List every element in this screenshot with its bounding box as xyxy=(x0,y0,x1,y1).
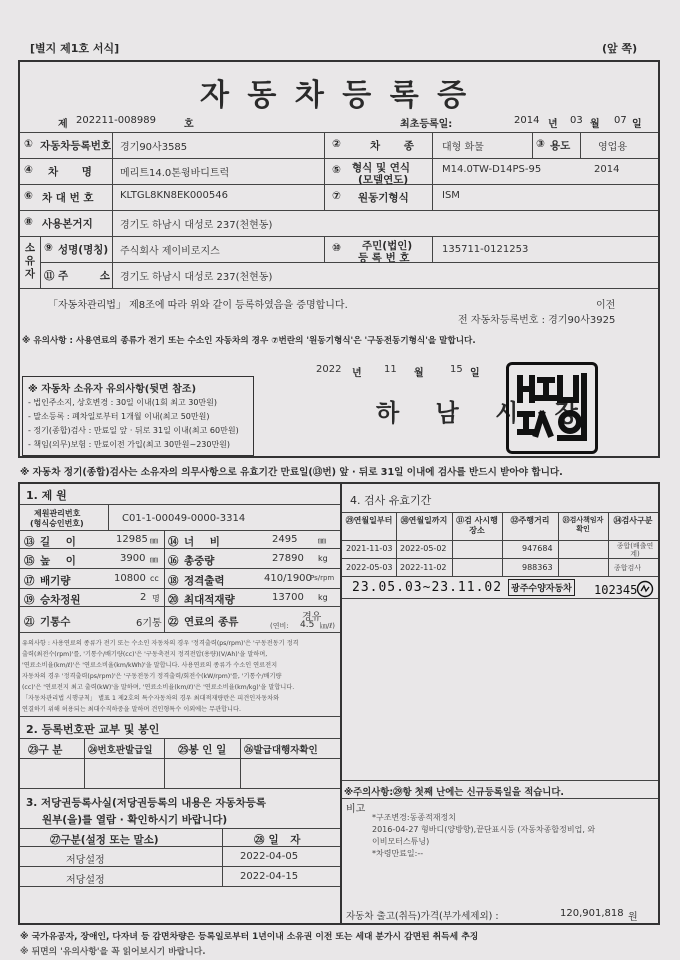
handwritten-period: 23.05.03~23.11.02 xyxy=(352,580,503,595)
length-label: 길 이 xyxy=(40,536,82,548)
lien-row-type: 저당설정 xyxy=(66,875,105,886)
height-label: 높 이 xyxy=(40,555,82,567)
model-year-value: 2014 xyxy=(594,164,620,175)
caution-item: - 책임(의무)보험 : 만료이전 가입(최고 30만원~230만원) xyxy=(28,440,231,449)
engine-value: ISM xyxy=(442,190,460,201)
gross-unit: kg xyxy=(318,554,328,563)
issue-year: 2022 xyxy=(316,364,342,375)
power-value: 410/1900 xyxy=(264,573,312,584)
height-value: 3900 xyxy=(120,553,146,564)
width-value: 2495 xyxy=(272,534,298,545)
owner-id-value: 135711-0121253 xyxy=(442,244,529,255)
inspection-notice: ※ 자동차 정기(종합)검사는 소유자의 의무사항으로 유효기간 만료일(⑬번) 앞 · 뒤로 31일 이내에 검사를 반드시 받아야 합니다. xyxy=(20,467,563,478)
lien-title2: 원부(을)를 열람 · 확인하시기 바랍니다) xyxy=(42,814,228,826)
lien-row-date: 2022-04-05 xyxy=(240,851,299,862)
cyl-label: 기통수 xyxy=(40,616,71,628)
fuel-value: 경유 xyxy=(302,612,322,623)
first-reg-year: 2014 xyxy=(514,115,540,126)
width-circle: ⑭ xyxy=(168,536,179,548)
fuel-circle: ㉒ xyxy=(168,616,179,628)
owner-name-circle: ⑨ xyxy=(44,242,53,254)
price-value: 120,901,818 xyxy=(560,908,624,919)
signature-icon xyxy=(636,580,654,598)
seat-unit: 명 xyxy=(152,594,160,603)
issue-day-label: 일 xyxy=(470,368,480,379)
vehicle-type-value: 대형 화물 xyxy=(442,142,484,153)
inspect-col-km: ㉜주행거리 xyxy=(510,516,550,525)
remark-line: 이비모터스튜닝) xyxy=(372,837,430,846)
plate-col-type: ㉓구 분 xyxy=(28,744,63,756)
spec-note-line: 자동차의 경우 '정격출력(ps/rpm)'은 '구동전동기 정격출력/회전수(kW/rpm)'를, '기통수/배기량 xyxy=(22,673,282,680)
first-reg-label: 최초등록일: xyxy=(400,119,453,130)
first-reg-month-label: 월 xyxy=(590,119,600,130)
model-value: M14.0TW-D14PS-95 xyxy=(442,164,542,175)
inspect-notice: ※주의사항:㉙항 첫째 난에는 신규등록일을 적습니다. xyxy=(344,787,564,798)
length-value: 12985 xyxy=(116,534,148,545)
approval-label2: (형식승인번호) xyxy=(30,519,84,528)
owner-name-label: 성명(명칭) xyxy=(58,244,109,256)
disp-circle: ⑰ xyxy=(24,575,35,587)
caution-title: ※ 자동차 소유자 유의사항(뒷면 참조) xyxy=(28,384,197,395)
inspect-col-type: ㉞검사구분 xyxy=(613,516,653,525)
front-side-label: (앞 쪽) xyxy=(602,42,638,55)
seat-label: 승차정원 xyxy=(40,594,81,606)
owner-addr-label: 주 소 xyxy=(58,270,124,282)
footer-note: ※ 국가유공자, 장애인, 다자녀 등 감면차량은 등록일로부터 1년이내 소유권 이전 또는 세대 분가시 감면된 취득세 추징 xyxy=(20,932,479,942)
lien-col-date: ㉘일 자 xyxy=(254,834,305,846)
price-label: 자동차 출고(취득)가격(부가세제외) : xyxy=(346,911,499,922)
spec-note-line: 연결하기 위해 허용되는 최대수직하중을 말하며 견인형특수 이외에는 무관합니다. xyxy=(22,706,241,713)
inspect-col-to: ㉚연월일까지 xyxy=(400,516,448,525)
fuel-label: 연료의 종류 xyxy=(184,616,239,628)
remark-line: 2016-04-27 형바디(양방향),끝단표시등 (자동차종합정비업, 와 xyxy=(372,825,596,834)
first-reg-month: 03 xyxy=(570,115,583,126)
remark-line: *차령만료일:-- xyxy=(372,849,424,858)
prev-reg-no: 전 자동차등록번호 : 경기90사3925 xyxy=(458,315,616,326)
base-label: 사용본거지 xyxy=(42,218,93,230)
lien-title: 3. 저당권등록사실(저당권등록의 내용은 자동차등록 xyxy=(26,797,267,809)
issue-month: 11 xyxy=(384,364,397,375)
caution-item: - 정기(종합)검사 : 만료일 앞 · 뒤로 31일 이내(최고 60만원) xyxy=(28,426,239,435)
power-label: 정격출력 xyxy=(184,575,225,587)
model-label: 형식 및 연식 xyxy=(352,162,411,174)
usage-value: 영업용 xyxy=(598,142,627,153)
vin-circle: ⑥ xyxy=(24,190,33,202)
car-name-label: 차 명 xyxy=(48,166,102,178)
vehicle-type-label: 차 종 xyxy=(370,140,424,152)
inspect-col-checker: ㉝검사책임자확인 xyxy=(562,516,604,533)
issue-day: 15 xyxy=(450,364,463,375)
length-unit: ㎜ xyxy=(150,536,158,545)
doc-no-label: 제 xyxy=(58,119,68,130)
load-circle: ⑳ xyxy=(168,594,179,606)
first-reg-day: 07 xyxy=(614,115,627,126)
plate-col-seal: ㉕봉 인 일 xyxy=(178,744,227,756)
usage-label: 용도 xyxy=(550,140,571,152)
load-unit: kg xyxy=(318,593,328,602)
power-circle: ⑱ xyxy=(168,575,179,587)
official-seal xyxy=(506,362,598,454)
width-unit: ㎜ xyxy=(318,536,326,545)
seat-circle: ⑲ xyxy=(24,594,35,606)
vin-label: 차 대 번 호 xyxy=(42,192,94,204)
usage-circle: ③ xyxy=(536,138,545,150)
spec-note-line: 출력(최전수(rpm)'를, '기통수/배기량(cc)'은 '구동축전지 정격전압(용량)(V/Ah)'을 말하며, xyxy=(22,651,268,658)
seal-icon xyxy=(514,370,590,446)
reg-no-label: 자동차등록번호 xyxy=(40,140,112,152)
inspect-row-type: 종합(배출연계) xyxy=(616,542,654,558)
spec-note-line: 「자동차관리법 시행규칙」 별표 1 제2호의 특수자동차의 경우 최대적재량란은 피견인자동차와 xyxy=(22,695,280,702)
car-name-value: 메리트14.0톤윙바디트럭 xyxy=(120,168,230,179)
length-circle: ⑬ xyxy=(24,536,35,548)
spec-note-line: '연료소비율(km/ℓ)'은 '연료소비율(km/kWh)'을 말합니다. 사용연료의 종류가 수소인 연료전지 xyxy=(22,662,278,669)
disp-value: 10800 xyxy=(114,573,146,584)
load-value: 13700 xyxy=(272,592,304,603)
plate-col-agent: ㉖발급대행자확인 xyxy=(244,745,318,756)
base-circle: ⑧ xyxy=(24,216,33,228)
prev-label: 이전 xyxy=(596,300,616,311)
issue-month-label: 월 xyxy=(414,368,424,379)
vin-value: KLTGL8KN8EK000546 xyxy=(120,190,228,201)
reg-no-value: 경기90사3585 xyxy=(120,142,188,153)
inspect-row-km: 988363 xyxy=(522,563,553,572)
issuer-name: 하 남 시 장 xyxy=(376,398,592,427)
price-unit: 원 xyxy=(628,912,638,923)
inspect-row-from: 2022-05-03 xyxy=(346,563,393,572)
spec-title: 1. 제 원 xyxy=(26,489,67,502)
lien-row-date: 2022-04-15 xyxy=(240,871,299,882)
remark-line: *구조변경:동종적재정치 xyxy=(372,813,456,822)
handwritten-km: 102345 xyxy=(594,583,638,597)
certify-text: 「자동차관리법」 제8조에 따라 위와 같이 등록하였음을 증명합니다. xyxy=(48,300,348,311)
caution-item: - 법인주소지, 상호변경 : 30일 이내(1회 최고 30만원) xyxy=(28,398,217,407)
lien-row-type: 저당설정 xyxy=(66,855,105,866)
inspect-col-from: ㉙연월일부터 xyxy=(345,516,393,525)
approval-no: C01-1-00049-0000-3314 xyxy=(122,513,246,524)
approval-label: 제원관리번호 xyxy=(34,509,81,518)
issue-year-label: 년 xyxy=(352,368,362,379)
width-label: 너 비 xyxy=(184,536,226,548)
vehicle-type-circle: ② xyxy=(332,138,341,150)
owner-id-label: 주민(법인) xyxy=(362,240,413,252)
inspect-row-to: 2022-05-02 xyxy=(400,544,447,553)
engine-label: 원동기형식 xyxy=(358,192,409,204)
owner-id-label2: 등 록 번 호 xyxy=(358,252,410,264)
owner-addr-value: 경기도 하남시 대성로 237(천현동) xyxy=(120,272,273,283)
eff-label: (연비: xyxy=(270,622,289,630)
car-name-circle: ④ xyxy=(24,164,33,176)
disp-label: 배기량 xyxy=(40,575,71,587)
form-number: [별지 제1호 서식] xyxy=(30,42,120,55)
inspect-row-from: 2021-11-03 xyxy=(346,544,393,553)
owner-id-circle: ⑩ xyxy=(332,242,341,254)
inspection-stamp: 광주수양자동차 xyxy=(508,579,575,596)
first-reg-year-label: 년 xyxy=(548,119,558,130)
height-circle: ⑮ xyxy=(24,555,35,567)
reg-no-circle: ① xyxy=(24,138,33,150)
remark-title: 비고 xyxy=(346,804,366,815)
first-reg-day-label: 일 xyxy=(632,119,642,130)
height-unit: ㎜ xyxy=(150,555,158,564)
inspect-title: 4. 검사 유효기간 xyxy=(350,494,432,507)
doc-no-suffix: 호 xyxy=(184,119,194,130)
engine-circle: ⑦ xyxy=(332,190,341,202)
owner-side-label: 소유자 xyxy=(24,242,36,280)
plate-col-issue: ㉔번호판발급일 xyxy=(88,745,153,756)
load-label: 최대적재량 xyxy=(184,594,235,606)
spec-note-line: 유의사항 : 사용연료의 종류가 전기 또는 수소인 자동차의 경우 '정격출력(ps/rpm)'은 '구동전동기 정격 xyxy=(22,640,299,647)
eff-value: 4.5 xyxy=(300,620,315,630)
disp-unit: cc xyxy=(150,574,159,583)
power-unit: Ps/rpm xyxy=(310,574,335,582)
gross-circle: ⑯ xyxy=(168,555,179,567)
document-title: 자 동 차 등 록 증 xyxy=(200,78,471,113)
inspect-col-place: ㉛검 사시행장소 xyxy=(456,516,498,535)
fuel-notice: ※ 유의사항 : 사용연료의 종류가 전기 또는 수소인 자동차의 경우 ⑦번란의 '원동기형식'은 '구동전동기형식'을 말합니다. xyxy=(22,336,476,346)
gross-label: 총중량 xyxy=(184,555,215,567)
model-year-label: (모델연도) xyxy=(358,174,409,186)
base-value: 경기도 하남시 대성로 237(천현동) xyxy=(120,220,273,231)
eff-unit: ㎞/ℓ) xyxy=(320,622,335,630)
cyl-value: 6기통 xyxy=(136,618,162,629)
model-circle: ⑤ xyxy=(332,164,341,176)
inspect-row-km: 947684 xyxy=(522,544,553,553)
lien-col-type: ㉗구분(설정 또는 말소) xyxy=(50,834,159,846)
plate-title: 2. 등록번호판 교부 및 봉인 xyxy=(26,723,160,736)
spec-note-line: (cc)'은 '연료전지 최고 출력(kW)'을 말하며, '연료소비율(km/ℓ)'은 '연료소비율(km/kg)'을 말합니다. xyxy=(22,684,295,691)
inspect-row-type: 종합검사 xyxy=(614,564,642,572)
caution-item: - 말소등록 : 폐차일로부터 1개월 이내(최고 50만원) xyxy=(28,412,210,421)
seat-value: 2 xyxy=(140,592,147,603)
owner-addr-circle: ⑪ xyxy=(44,270,55,282)
gross-value: 27890 xyxy=(272,553,304,564)
footer-note: ※ 뒤면의 '유의사항'을 꼭 읽어보시기 바랍니다. xyxy=(20,947,206,957)
cyl-circle: ㉑ xyxy=(24,616,35,628)
doc-no: 202211-008989 xyxy=(76,115,156,126)
inspect-row-to: 2022-11-02 xyxy=(400,563,447,572)
owner-name-value: 주식회사 제이비로지스 xyxy=(120,246,220,257)
